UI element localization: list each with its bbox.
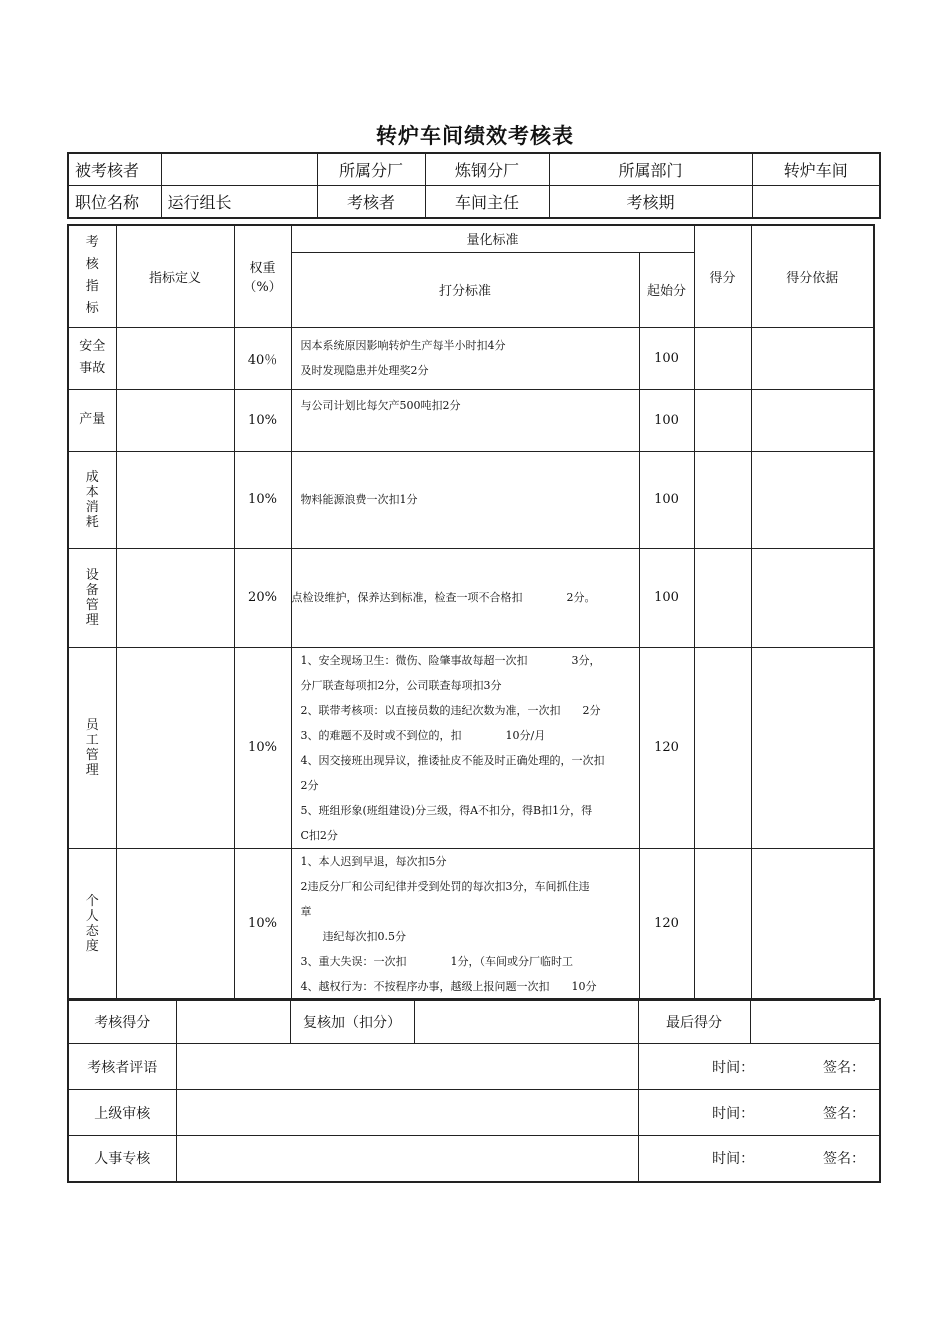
score-cell[interactable]: [694, 451, 751, 548]
column-header-row-1: [68, 225, 874, 252]
examinee-label: 被考核者: [68, 153, 161, 186]
header-row-2: [68, 186, 880, 219]
indicator-name: [68, 327, 116, 389]
criteria-line: 4、越权行为：不按程序办事，越级上报问题一次扣 10分: [300, 979, 597, 993]
table-row: [68, 848, 874, 1000]
indicator-name-part: 事故: [79, 361, 106, 376]
header-row-1: [68, 153, 880, 186]
indicator-header-char: 指: [85, 279, 99, 295]
definition-cell[interactable]: [116, 327, 234, 389]
examiner-label: 考核者: [317, 186, 425, 219]
score-cell[interactable]: [694, 327, 751, 389]
indicator-name: [68, 848, 116, 1000]
criteria-line: 分厂联查每项扣2分，公司联查每项扣3分: [300, 678, 502, 692]
indicator-name-part: 理: [85, 612, 99, 628]
criteria-cell: [291, 327, 639, 389]
criteria-line: 因本系统原因影响转炉生产每半小时扣4分: [300, 339, 506, 352]
indicator-name-part: 成: [85, 469, 99, 485]
indicator-name-part: 消: [85, 499, 99, 515]
indicator-name-part: 设: [85, 567, 99, 583]
base-score: 100: [639, 389, 694, 451]
indicator-header: [68, 225, 116, 327]
comment-field[interactable]: [176, 1044, 638, 1090]
weight-header: [234, 225, 291, 327]
criteria-cell: [291, 389, 639, 451]
branch-label: 所属分厂: [317, 153, 425, 186]
indicator-name-part: 管: [85, 597, 99, 613]
indicator-name-part: 工: [85, 732, 99, 748]
position-label: 职位名称: [68, 186, 161, 219]
score-header: 得分: [694, 225, 751, 327]
table-row: [68, 548, 874, 647]
score-cell[interactable]: [694, 647, 751, 848]
indicator-header-char: 核: [85, 257, 99, 273]
period-field[interactable]: [752, 186, 880, 219]
indicator-name-part: 本: [85, 484, 99, 500]
weight-value: 10%: [234, 451, 291, 548]
final-label: 最后得分: [638, 999, 750, 1044]
criteria-cell: [291, 548, 639, 647]
time-label: 时间：: [712, 1059, 755, 1076]
indicator-name-part: 产量: [79, 412, 106, 427]
examiner-value: 车间主任: [425, 186, 549, 219]
definition-cell[interactable]: [116, 647, 234, 848]
base-score: 120: [639, 848, 694, 1000]
definition-cell[interactable]: [116, 389, 234, 451]
base-score: 100: [639, 548, 694, 647]
indicator-name-part: 人: [85, 908, 99, 924]
score-label: 考核得分: [68, 999, 176, 1044]
criteria-line: 1、本人迟到早退，每次扣5分: [300, 854, 447, 868]
indicator-name: [68, 389, 116, 451]
criteria-line: 章: [300, 904, 312, 918]
criteria-line: 与公司计划比每欠产500吨扣2分: [300, 398, 461, 412]
indicator-name-part: 安全: [79, 339, 106, 354]
sign-label: 签名：: [823, 1059, 865, 1076]
comment-signoff: [638, 1044, 880, 1090]
hr-signoff: [638, 1136, 880, 1182]
weight-value: 10%: [234, 389, 291, 451]
sign-label: 签名：: [823, 1151, 865, 1168]
criteria-line: 2、联带考核项：以直接员数的违纪次数为准，一次扣 2分: [300, 703, 601, 717]
definition-header: 指标定义: [116, 225, 234, 327]
table-row: [68, 327, 874, 389]
criteria-line: 3、重大失误：一次扣 1分，（车间或分厂临时工: [300, 954, 573, 968]
base-header: 起始分: [639, 252, 694, 327]
weight-value: 20%: [234, 548, 291, 647]
score-cell[interactable]: [694, 548, 751, 647]
basis-cell[interactable]: [751, 389, 874, 451]
page-title: 转炉车间绩效考核表: [376, 123, 574, 148]
criteria-cell: [291, 848, 639, 1000]
table-row: [68, 647, 874, 848]
indicator-name: [68, 548, 116, 647]
criteria-line: 违纪每次扣0.5分: [300, 929, 406, 943]
dept-value: 转炉车间: [752, 153, 880, 186]
indicator-table: [67, 224, 875, 1001]
base-score: 100: [639, 327, 694, 389]
base-score: 120: [639, 647, 694, 848]
header-info-table: [67, 152, 881, 219]
hr-field[interactable]: [176, 1136, 638, 1182]
footer-hr-row: [68, 1136, 880, 1182]
indicator-name: [68, 647, 116, 848]
examinee-field[interactable]: [161, 153, 317, 186]
indicator-name-part: 耗: [85, 514, 99, 530]
score-cell[interactable]: [694, 389, 751, 451]
table-row: [68, 389, 874, 451]
superior-field[interactable]: [176, 1090, 638, 1136]
indicator-name-part: 度: [85, 938, 99, 954]
review-label: 复核加（扣分）: [290, 999, 414, 1044]
criteria-line: 3、的难题不及时或不到位的，扣 10分/月: [300, 728, 546, 742]
time-label: 时间：: [712, 1151, 755, 1168]
position-value: 运行组长: [161, 186, 317, 219]
weight-value: 10%: [234, 647, 291, 848]
time-label: 时间：: [712, 1105, 755, 1122]
indicator-name-part: 个: [85, 893, 99, 909]
base-score: 100: [639, 451, 694, 548]
criteria-cell: [291, 451, 639, 548]
review-field[interactable]: [414, 999, 638, 1044]
footer-table: [67, 998, 881, 1183]
final-field[interactable]: [750, 999, 880, 1044]
indicator-name-part: 理: [85, 762, 99, 778]
basis-cell[interactable]: [751, 548, 874, 647]
indicator-name-part: 员: [85, 717, 99, 733]
weight-value: 10%: [234, 848, 291, 1000]
basis-cell[interactable]: [751, 451, 874, 548]
footer-superior-row: [68, 1090, 880, 1136]
indicator-header-char: 标: [85, 301, 99, 317]
criteria-line: 点检设维护，保养达到标准，检查一项不合格扣 2分。: [291, 591, 596, 604]
indicator-name: [68, 451, 116, 548]
sign-label: 签名：: [823, 1105, 865, 1122]
comment-label: 考核者评语: [68, 1044, 176, 1090]
basis-cell[interactable]: [751, 327, 874, 389]
score-field[interactable]: [176, 999, 290, 1044]
score-cell[interactable]: [694, 848, 751, 1000]
basis-header: 得分依据: [751, 225, 874, 327]
criteria-line: 及时发现隐患并处理奖2分: [300, 364, 429, 377]
indicator-name-part: 态: [85, 923, 99, 939]
weight-header-unit: （%）: [243, 280, 282, 296]
criteria-line: 2分: [300, 778, 319, 792]
dept-label: 所属部门: [549, 153, 752, 186]
superior-signoff: [638, 1090, 880, 1136]
criteria-line: 4、因交接班出现异议，推诿扯皮不能及时正确处理的，一次扣: [300, 753, 605, 767]
definition-cell[interactable]: [116, 848, 234, 1000]
superior-label: 上级审核: [68, 1090, 176, 1136]
criteria-cell: [291, 647, 639, 848]
indicator-name-part: 备: [85, 582, 99, 598]
criteria-line: 5、班组形象(班组建设)分三级，得A不扣分，得B扣1分，得: [300, 803, 593, 817]
definition-cell[interactable]: [116, 451, 234, 548]
weight-header-label: 权重: [249, 261, 276, 277]
quant-header: 量化标准: [291, 225, 694, 252]
branch-value: 炼钢分厂: [425, 153, 549, 186]
table-row: [68, 451, 874, 548]
period-label: 考核期: [549, 186, 752, 219]
basis-cell[interactable]: [751, 647, 874, 848]
criteria-line: 2违反分厂和公司纪律并受到处罚的每次扣3分，车间抓住违: [300, 879, 590, 893]
indicator-header-char: 考: [85, 235, 99, 251]
criteria-line: 物料能源浪费一次扣1分: [300, 493, 418, 506]
indicator-name-part: 管: [85, 747, 99, 763]
footer-score-row: [68, 999, 880, 1044]
footer-comment-row: [68, 1044, 880, 1090]
basis-cell[interactable]: [751, 848, 874, 1000]
weight-value: 40％: [234, 327, 291, 389]
definition-cell[interactable]: [116, 548, 234, 647]
criteria-line: C扣2分: [300, 828, 338, 842]
hr-label: 人事专核: [68, 1136, 176, 1182]
criteria-header: 打分标准: [291, 252, 639, 327]
criteria-line: 1、安全现场卫生：微伤、险肇事故每超一次扣 3分，: [300, 653, 601, 667]
